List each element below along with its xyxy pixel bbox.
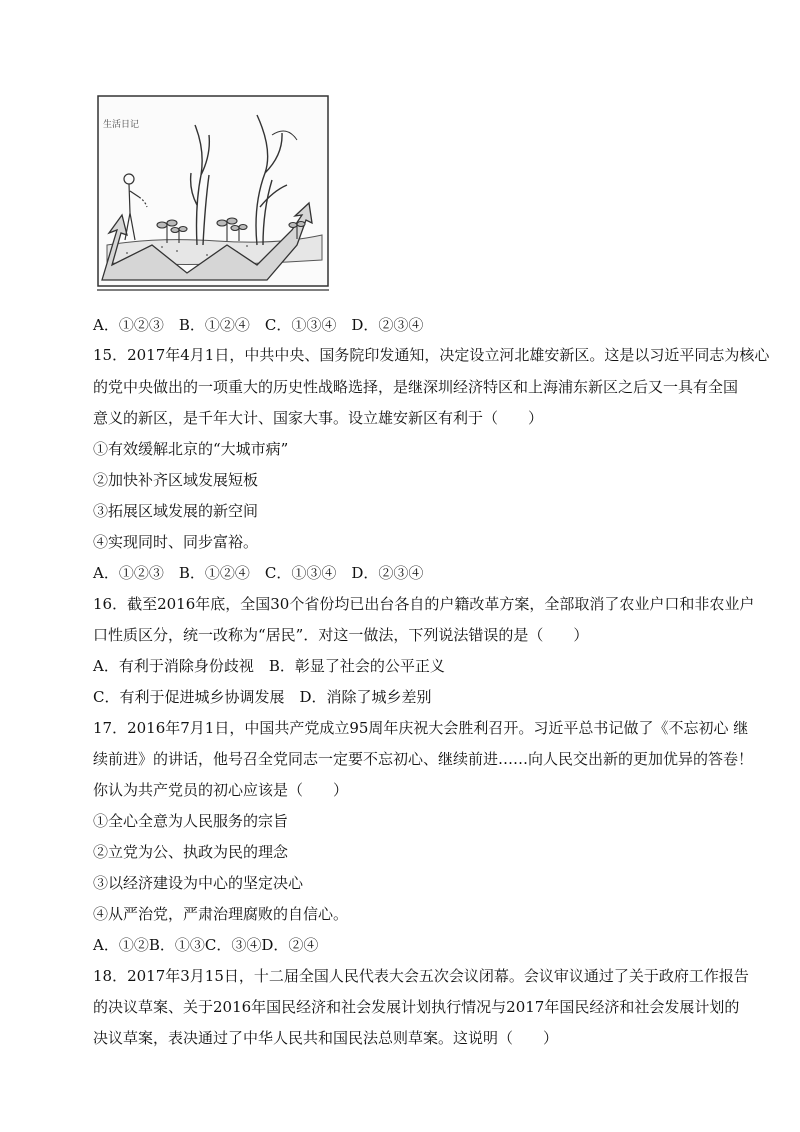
q15-stem-line-3: 意义的新区，是千年大计、国家大事。设立雄安新区有利于（ ）: [93, 409, 544, 427]
figure-caption: 生活日记: [103, 120, 140, 130]
q17-stem-line-1: 17．2016年7月1日，中国共产党成立95周年庆祝大会胜利召开。习近平总书记做了《不忘初心 继: [93, 719, 749, 737]
q16-stem-line-1: 16．截至2016年底，全国30个省份均已出台各自的户籍改革方案，全部取消了农业户口和非农业户: [93, 595, 755, 613]
q18-stem-line-2: 的决议草案、关于2016年国民经济和社会发展计划执行情况与2017年国民经济和社会发展计划的: [93, 998, 740, 1016]
q16-stem-line-2: 口性质区分，统一改称为“居民”．对这一做法，下列说法错误的是（ ）: [93, 626, 589, 644]
q17-item-3: ③以经济建设为中心的坚定决心: [93, 874, 304, 892]
q17-item-4: ④从严治党，严肃治理腐败的自信心。: [93, 905, 349, 923]
q17-item-1: ①全心全意为人民服务的宗旨: [93, 812, 289, 830]
q17-options: A．①②B．①③C．③④D．②④: [93, 936, 319, 954]
q17-stem-line-2: 续前进》的讲话，他号召全党同志一定要不忘初心、继续前进……向人民交出新的更加优异的答卷！: [93, 750, 754, 768]
q15-item-3: ③拓展区域发展的新空间: [93, 502, 259, 520]
q15-stem-line-2: 的党中央做出的一项重大的历史性战略选择，是继深圳经济特区和上海浦东新区之后又一具有全国: [93, 378, 739, 396]
q18-stem-line-3: 决议草案，表决通过了中华人民共和国民法总则草案。这说明（ ）: [93, 1029, 559, 1047]
q15-item-4: ④实现同时、同步富裕。: [93, 533, 259, 551]
q15-options: A．①②③ B．①②④ C．①③④ D．②③④: [93, 564, 424, 582]
q15-stem-line-1: 15．2017年4月1日，中共中央、国务院印发通知，决定设立河北雄安新区。这是以习近平同志为核心: [93, 346, 770, 364]
q15-item-1: ①有效缓解北京的“大城市病”: [93, 440, 289, 458]
cartoon-figure: [97, 95, 329, 291]
q16-options-line-1: A．有利于消除身份歧视 B．彰显了社会的公平正义: [93, 657, 445, 675]
q18-stem-line-1: 18．2017年3月15日，十二届全国人民代表大会五次会议闭幕。会议审议通过了关于政府工作报告: [93, 967, 749, 985]
q17-stem-line-3: 你认为共产党员的初心应该是（ ）: [93, 781, 349, 799]
q14-options: A．①②③ B．①②④ C．①③④ D．②③④: [93, 316, 424, 334]
cartoon-drawing: [97, 95, 329, 291]
q17-item-2: ②立党为公、执政为民的理念: [93, 843, 289, 861]
q16-options-line-2: C．有利于促进城乡协调发展 D．消除了城乡差别: [93, 688, 432, 706]
q15-item-2: ②加快补齐区域发展短板: [93, 471, 259, 489]
